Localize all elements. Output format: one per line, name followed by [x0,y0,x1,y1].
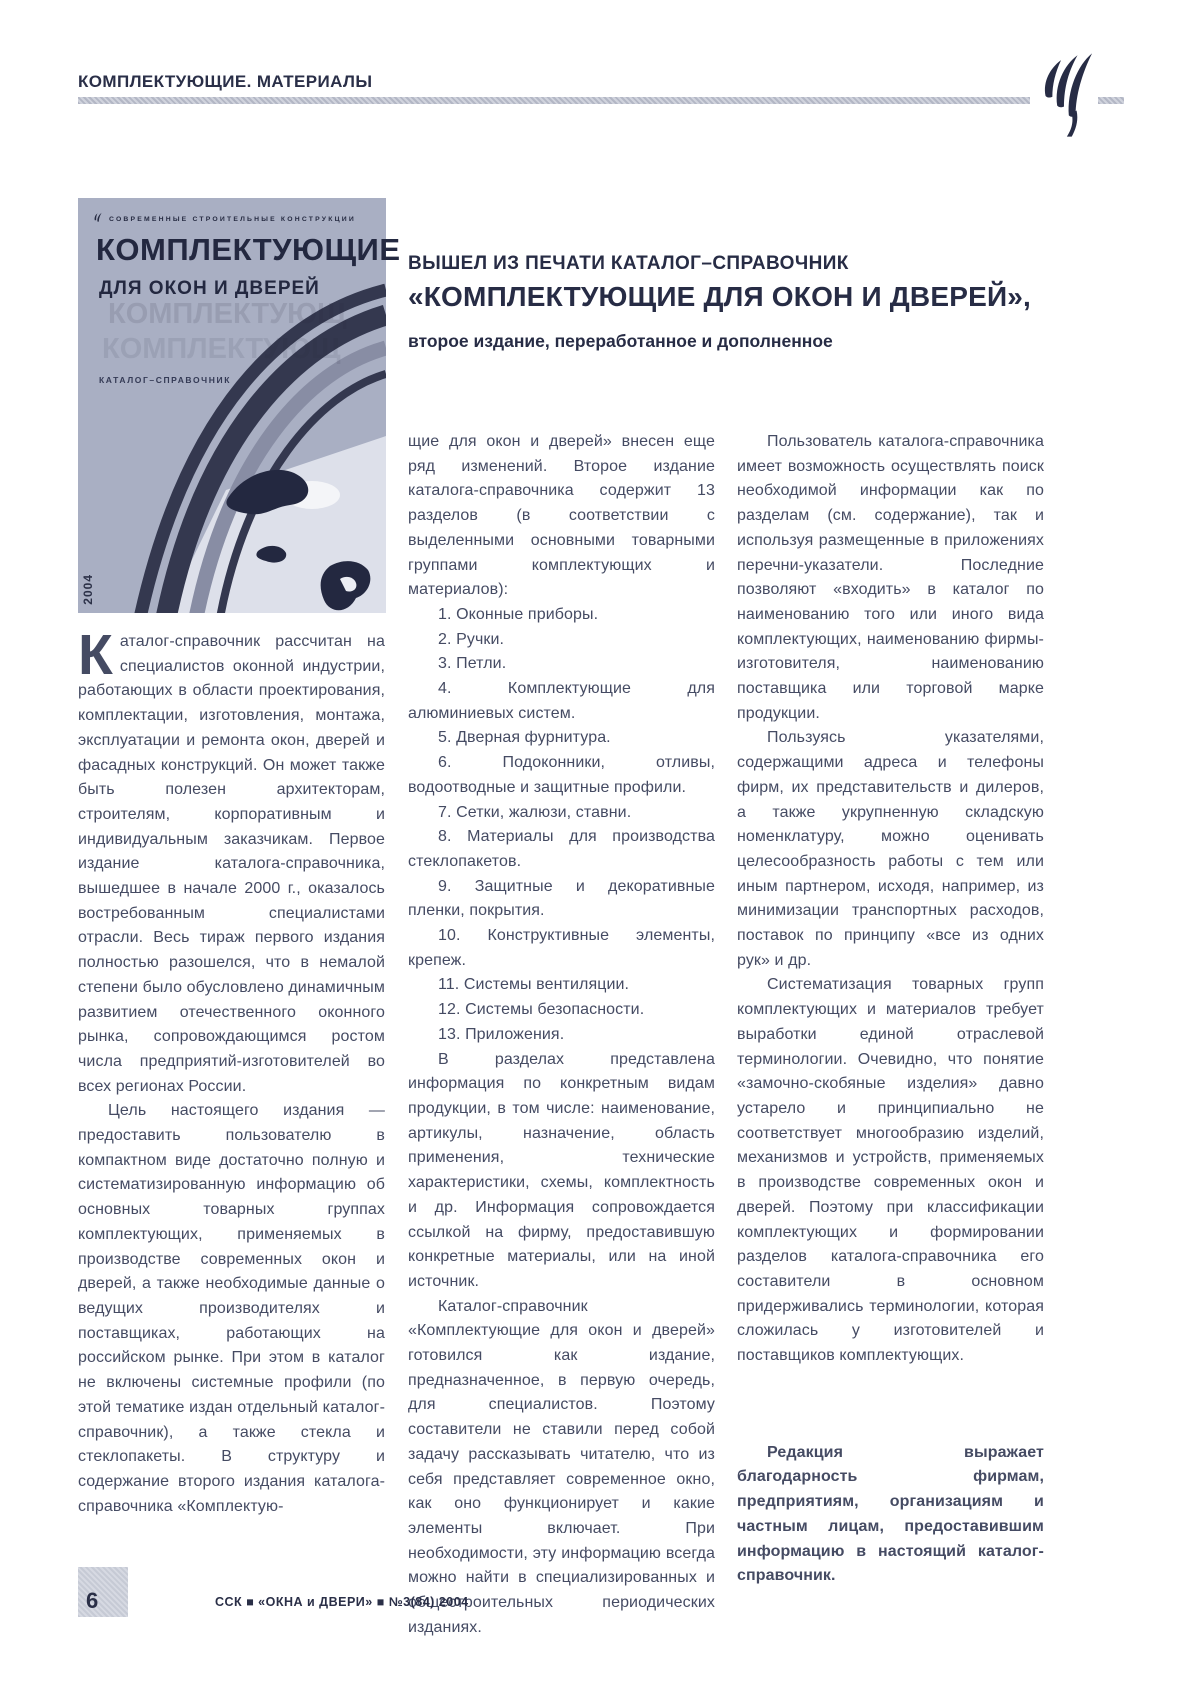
list-item: 8. Материалы для производства стеклопакетов. [408,828,715,870]
headline-title: «КОМПЛЕКТУЮЩИЕ ДЛЯ ОКОН И ДВЕРЕЙ», [408,281,1032,312]
article-column-3 [737,430,1044,1589]
editorial-note: Редакция выражает благодарность фирмам, предприятиям, организациям и частным лицам, предоставившим информацию в настоящий каталог-справочник. [737,1443,1044,1585]
article-column-2 [408,430,715,1640]
paragraph: щие для окон и дверей» внесен еще ряд изменений. Второе издание каталога-справочника содержит 13 разделов (в соответствии с выделенными основными товарными группами комплектующих и материалов): [408,433,715,599]
list-item: 5. Дверная фурнитура. [438,729,611,747]
paragraph-text: аталог-справочник рассчитан на специалистов оконной индустрии, работающих в области проектирования, комплектации, изготовления, монтажа, эксплуатации и ремонта окон, дверей и фасадных конструкций. Он может также быть полезен архитекторам, строителям, корпоративным и индивидуальным заказчикам. Первое издание каталога-справочника, вышедшее в начале 2000 г., оказалось востребованным специалистами отрасли. Весь тираж первого издания полностью разошелся, что в немалой степени было обусловлено динамичным развитием отечественного оконного рынка, сопровождающимся ростом числа предприятий-изготовителей во всех регионах России. [78,633,385,1095]
page-number: 6 [86,1588,99,1613]
cover-title-line2: ДЛЯ ОКОН И ДВЕРЕЙ [99,278,320,299]
publisher-logo-icon [1032,50,1094,138]
list-item: 4. Комплектующие для алюминиевых систем. [408,680,715,722]
header-rule-short [1098,97,1124,104]
paragraph: Пользуясь указателями, содержащими адреса и телефоны фирм, их представительств и дилеров, а также укрупненную складскую номенклатуру, можно оценивать целесообразность работы с тем или иным партнером, исходя, например, из минимизации транспортных расходов, поставок по принципу «все из одних рук» и др. [737,729,1044,969]
list-item: 10. Конструктивные элементы, крепеж. [408,927,715,969]
list-item: 7. Сетки, жалюзи, ставни. [438,803,632,821]
page-number-box [78,1567,128,1617]
section-title: КОМПЛЕКТУЮЩИЕ. МАТЕРИАЛЫ [78,72,373,91]
paragraph: Систематизация товарных групп комплектующих и материалов требует выработки единой отраслевой терминологии. Очевидно, что понятие «замочно-скобяные изделия» давно устарело и принципиально не соответствует многообразию изделий, механизмов и устройств, применяемых в производстве современных окон и дверей. Поэтому при классификации комплектующих и формировании разделов каталога-справочника его составители в основном придерживались терминологии, которая сложилась у изготовителей и поставщиков комплектующих. [737,976,1044,1365]
paragraph: Пользователь каталога-справочника имеет возможность осуществлять поиск необходимой информации как по разделам (см. содержание), так и используя размещенные в приложениях перечни-указатели. Последние позволяют «входить» в каталог по наименованию того или иного вида комплектующих, наименованию фирмы-изготовителя, наименованию поставщика или торговой марке продукции. [737,433,1044,722]
list-item: 6. Подоконники, отливы, водоотводные и защитные профили. [408,754,715,796]
article-column-1 [78,623,385,1519]
cover-ghost-text: КОМПЛЕКТУЮЩ [102,333,341,365]
paragraph: Каталог-справочник «Комплектующие для окон и дверей» готовился как издание, предназначенное, в первую очередь, для специалистов. Поэтому составители не ставили перед собой задачу рассказывать читателю, что из себя представляет современное окно, как оно функционирует и какие элементы включает. При необходимости, эту информацию всегда можно найти в специализированных и общестроительных периодических изданиях. [408,1297,715,1636]
list-item: 12. Системы безопасности. [438,1001,645,1019]
cover-imprint-text: СОВРЕМЕННЫЕ СТРОИТЕЛЬНЫЕ КОНСТРУКЦИИ [109,215,356,223]
header-rule [78,97,1030,104]
book-cover [78,198,401,613]
list-item: 2. Ручки. [438,630,505,648]
imprint-logo-icon [92,210,103,228]
headline-subtitle: второе издание, переработанное и дополненное [408,331,833,351]
list-item: 11. Системы вентиляции. [438,976,630,994]
cover-ghost-text: КОМПЛЕКТУЮЩ [108,298,347,330]
dropcap: К [78,623,113,687]
paragraph [78,623,385,1099]
headline-kicker: ВЫШЕЛ ИЗ ПЕЧАТИ КАТАЛОГ–СПРАВОЧНИК [408,253,849,274]
list-item: 3. Петли. [438,655,507,673]
paragraph: Цель настоящего издания — предоставить пользователю в компактном виде достаточно полную и систематизированную информацию об основных товарных группах комплектующих, применяемых в производстве современных окон и дверей, а также необходимые данные о ведущих производителях и поставщиках, работающих на российском рынке. При этом в каталог не включены системные профили (по этой тематике издан отдельный каталог-справочник), а также стекла и стеклопакеты. В структуру и содержание второго издания каталога-справочника «Комплектую- [78,1102,385,1515]
cover-year: 2004 [81,574,95,605]
paragraph: В разделах представлена информация по конкретным видам продукции, в том числе: наименование, артикулы, назначение, область применения, технические характеристики, схемы, комплектность и др. Информация сопровождается ссылкой на фирму, предоставившую конкретные материалы, или на иной источник. [408,1050,715,1290]
list-item: 1. Оконные приборы. [438,605,599,623]
list-item: 13. Приложения. [438,1025,565,1043]
cover-imprint [92,210,356,228]
list-item: 9. Защитные и декоративные пленки, покрытия. [408,877,715,920]
cover-subtitle: КАТАЛОГ–СПРАВОЧНИК [99,375,231,385]
cover-title-line1: КОМПЛЕКТУЮЩИЕ [96,232,401,267]
journal-footer-line: ССК ■ «ОКНА и ДВЕРИ» ■ №3(84) 2004 [215,1595,469,1609]
